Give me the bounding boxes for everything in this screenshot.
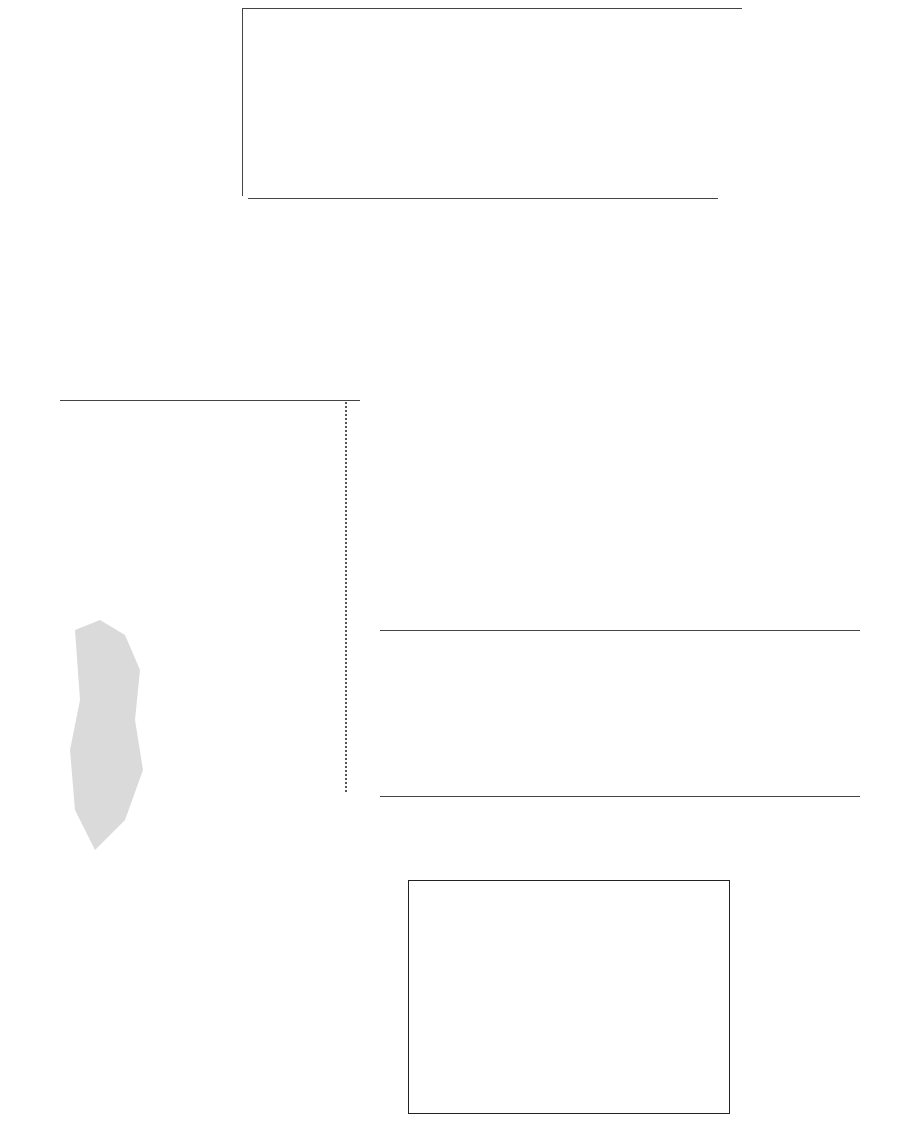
yomiuri-body (418, 888, 718, 1106)
column-rule (380, 630, 860, 631)
column-rule (60, 400, 360, 401)
column-rule (242, 8, 243, 196)
sankei-body-col1 (380, 16, 720, 194)
column-rule (242, 8, 742, 9)
asahi-body-col1 (588, 640, 723, 790)
mainichi-body-col1 (56, 410, 236, 584)
column-rule-dotted (345, 402, 347, 792)
mainichi-body-col3 (125, 775, 360, 1075)
column-rule (380, 796, 860, 797)
column-rule (248, 198, 718, 199)
sankei-body-col2 (248, 204, 718, 390)
asahi-body-col2 (380, 640, 585, 790)
logo-map-silhouette (55, 610, 155, 860)
sankei-body-col3 (380, 396, 720, 516)
